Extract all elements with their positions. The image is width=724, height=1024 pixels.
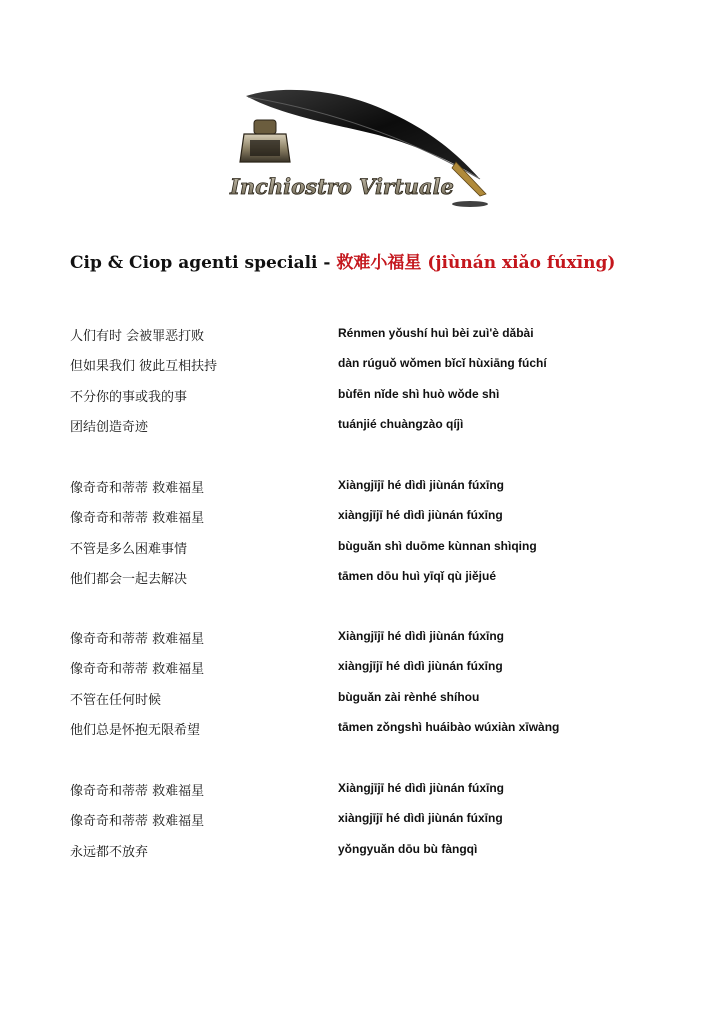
lyric-pinyin: Xiàngjījī hé dìdì jiùnán fúxīng bbox=[338, 781, 505, 795]
lyric-chinese: 不管在任何时候 bbox=[70, 692, 162, 708]
lyric-line bbox=[70, 355, 670, 385]
lyric-line bbox=[70, 689, 670, 719]
lyric-chinese: 像奇奇和蒂蒂 救难福星 bbox=[70, 814, 205, 830]
lyric-chinese: 他们都会一起去解决 bbox=[70, 572, 188, 588]
lyric-pinyin: xiàngjījī hé dìdì jiùnán fúxīng bbox=[338, 508, 503, 523]
lyric-chinese: 人们有时 会被罪恶打败 bbox=[70, 329, 205, 344]
inchiostro-virtuale-logo bbox=[224, 82, 504, 214]
lyric-pinyin: xiàngjījī hé dìdì jiùnán fúxīng bbox=[338, 811, 503, 826]
lyric-chinese: 永远都不放弃 bbox=[70, 844, 149, 860]
lyrics-stanza-1 bbox=[70, 325, 670, 447]
title-pinyin: (jiùnán xiǎo fúxīng) bbox=[427, 253, 616, 273]
lyric-line bbox=[70, 628, 670, 658]
lyric-line bbox=[70, 810, 670, 840]
lyric-line bbox=[70, 416, 670, 446]
lyric-chinese: 像奇奇和蒂蒂 救难福星 bbox=[70, 481, 205, 496]
lyric-line bbox=[70, 658, 670, 688]
lyric-pinyin: bùfēn nǐde shì huò wǒde shì bbox=[338, 386, 500, 401]
lyric-chinese: 像奇奇和蒂蒂 救难福星 bbox=[70, 632, 205, 647]
lyric-chinese: 像奇奇和蒂蒂 救难福星 bbox=[70, 511, 205, 527]
lyric-pinyin: tāmen zǒngshì huáibào wúxiàn xīwàng bbox=[338, 720, 560, 735]
lyric-chinese: 不分你的事或我的事 bbox=[70, 389, 188, 405]
lyric-pinyin: Xiàngjījī hé dìdì jiùnán fúxīng bbox=[338, 478, 505, 492]
lyric-chinese: 像奇奇和蒂蒂 救难福星 bbox=[70, 784, 205, 799]
lyric-pinyin: dàn rúguǒ wǒmen bǐcǐ hùxiāng fúchí bbox=[338, 356, 547, 371]
lyrics-stanza-4 bbox=[70, 780, 670, 871]
lyric-pinyin: bùguǎn shì duōme kùnnan shìqing bbox=[338, 538, 537, 553]
lyric-pinyin: tāmen dōu huì yīqǐ qù jiějué bbox=[338, 569, 497, 584]
lyric-line bbox=[70, 841, 670, 871]
lyric-pinyin: tuánjié chuàngzào qíjì bbox=[338, 417, 464, 432]
lyric-line bbox=[70, 538, 670, 568]
lyric-pinyin: bùguǎn zài rènhé shíhou bbox=[338, 689, 480, 704]
lyrics-stanza-2 bbox=[70, 477, 670, 599]
logo-text: Inchiostro Virtuale bbox=[230, 174, 454, 199]
lyric-chinese: 不管是多么困难事情 bbox=[70, 541, 188, 557]
lyric-line bbox=[70, 568, 670, 598]
title-chinese: 救难小福星 bbox=[336, 253, 422, 273]
lyrics-stanza-3 bbox=[70, 628, 670, 750]
lyric-pinyin: Xiàngjījī hé dìdì jiùnán fúxīng bbox=[338, 629, 505, 643]
title-main: Cip & Ciop agenti speciali bbox=[70, 253, 318, 273]
lyric-line bbox=[70, 507, 670, 537]
lyric-chinese: 他们总是怀抱无限希望 bbox=[70, 723, 201, 739]
lyric-line bbox=[70, 719, 670, 749]
lyric-chinese: 但如果我们 彼此互相扶持 bbox=[70, 359, 218, 375]
lyric-pinyin: Rénmen yǒushí huì bèi zuì'è dǎbài bbox=[338, 326, 534, 340]
lyric-chinese: 团结创造奇迹 bbox=[70, 420, 149, 436]
lyric-line bbox=[70, 325, 670, 355]
title-separator: - bbox=[317, 253, 337, 273]
lyric-chinese: 像奇奇和蒂蒂 救难福星 bbox=[70, 662, 205, 678]
lyric-line bbox=[70, 780, 670, 810]
lyric-line bbox=[70, 477, 670, 507]
lyric-pinyin: yǒngyuǎn dōu bù fàngqì bbox=[338, 841, 478, 856]
song-title bbox=[70, 248, 615, 273]
lyric-line bbox=[70, 386, 670, 416]
lyric-pinyin: xiàngjījī hé dìdì jiùnán fúxīng bbox=[338, 659, 503, 674]
